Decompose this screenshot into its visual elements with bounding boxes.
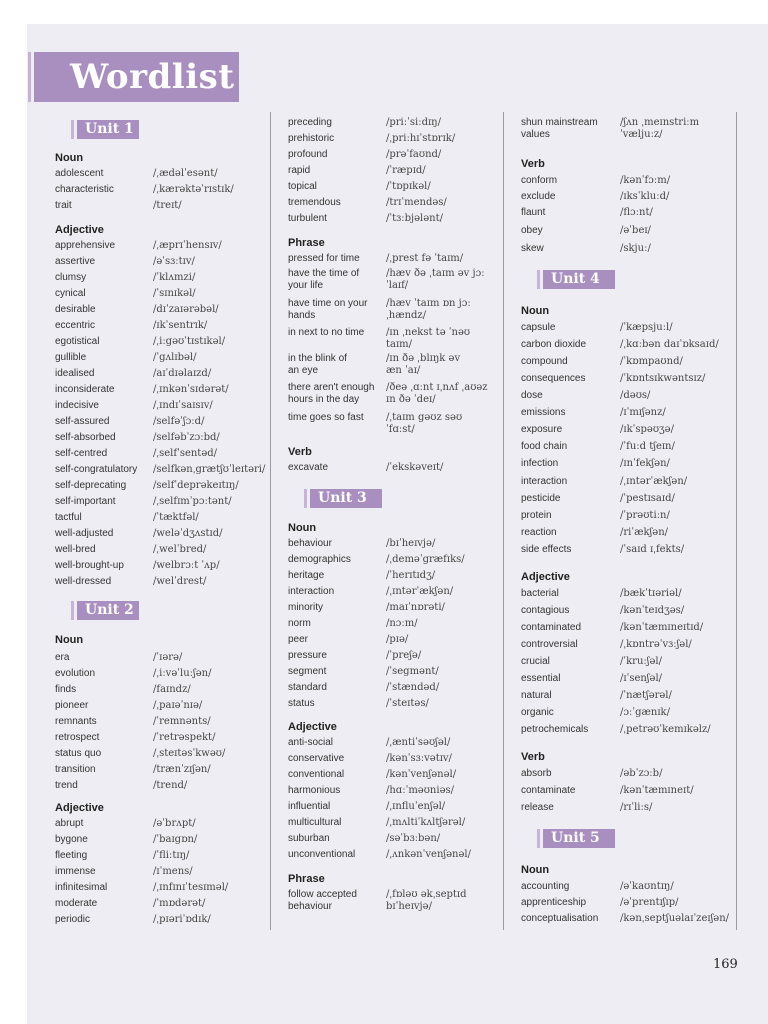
word-entry: accounting [521,881,570,892]
word-entry: release [521,802,554,813]
pronunciation: /ˌɪndɪˈsaɪsɪv/ [153,400,213,411]
word-entry: bacterial [521,588,559,599]
pronunciation: /ˈpreʃə/ [386,650,422,661]
pronunciation: /faɪndz/ [153,684,191,695]
pronunciation: /trend/ [153,780,188,791]
pronunciation: /ˈprəʊtiːn/ [620,510,670,521]
pronunciation: /kənˈvenʃənəl/ [386,769,457,780]
pronunciation: /ˌdeməˈgræfɪks/ [386,554,465,565]
pronunciation: /ˈretrəspekt/ [153,732,216,743]
word-entry: conceptualisation [521,913,599,924]
pronunciation: /selfˈdeprəkeɪtɪŋ/ [153,480,239,491]
word-entry: time goes so fast [288,412,364,423]
word-entry: eccentric [55,320,96,331]
pronunciation: /ʃʌn ˌmeɪnstriːm [620,117,700,128]
word-entry: self-deprecating [55,480,127,491]
pronunciation: /ˌfɒləʊ əkˌseptɪd [386,889,467,900]
word-entry-continued: hands [288,310,316,321]
part-of-speech-heading: Noun [521,305,550,317]
word-entry: remnants [55,716,97,727]
unit-heading-stripe [71,120,74,139]
pronunciation-continued: æn ˈaɪ/ [386,365,421,376]
word-entry: turbulent [288,213,327,224]
pronunciation: /ˌkɑːbən daɪˈɒksaɪd/ [620,339,719,350]
pronunciation: /səˈbɜːbən/ [386,833,441,844]
word-entry-continued: an eye [288,365,319,376]
pronunciation: /ˌæprɪˈhensɪv/ [153,240,222,251]
word-entry: cynical [55,288,86,299]
word-entry: skew [521,243,544,254]
word-entry: abrupt [55,818,84,829]
pronunciation: /ˌpriːhɪˈstɒrɪk/ [386,133,456,144]
pronunciation: /ˌkærəktəˈrɪstɪk/ [153,184,234,195]
word-entry: contagious [521,605,570,616]
pronunciation: /ˈtæktfəl/ [153,512,199,523]
title-accent-stripe [28,52,31,102]
word-entry: multicultural [288,817,342,828]
word-entry: natural [521,690,552,701]
word-entry: finds [55,684,77,695]
pronunciation: /əˈprentɪʃɪp/ [620,897,679,908]
part-of-speech-heading: Noun [55,152,84,164]
word-entry: clumsy [55,272,87,283]
word-entry: infinitesimal [55,882,108,893]
pronunciation: /ˌpɪəriˈɒdɪk/ [153,914,211,925]
word-entry: unconventional [288,849,356,860]
word-entry: standard [288,682,327,693]
word-entry: well-brought-up [55,560,124,571]
pronunciation: /əˈbrʌpt/ [153,818,196,829]
pronunciation: /ˌsteɪtəsˈkwəʊ/ [153,748,226,759]
word-entry: pressure [288,650,327,661]
word-entry: self-important [55,496,116,507]
pronunciation-continued: ˈfɑːst/ [386,424,415,435]
word-entry: suburban [288,833,330,844]
word-entry: interaction [288,586,335,597]
pronunciation: /bækˈtɪəriəl/ [620,588,682,599]
pronunciation: /əbˈzɔːb/ [620,768,663,779]
unit-heading-label: Unit 1 [85,121,134,137]
pronunciation: /ˈtɒpɪkəl/ [386,181,431,192]
pronunciation: /selfkənˌgrætʃʊˈleɪtəri/ [153,464,266,475]
pronunciation-continued: ˌhændz/ [386,310,427,321]
part-of-speech-heading: Adjective [521,571,570,583]
pronunciation: /ˈɪərə/ [153,652,183,663]
word-entry: minority [288,602,324,613]
word-entry: peer [288,634,309,645]
part-of-speech-heading: Noun [288,522,317,534]
word-entry: era [55,652,70,663]
unit-heading [310,489,382,508]
pronunciation: /hæv ˈtaɪm ɒn jɔː [386,298,471,309]
pronunciation: /ɪˈmɪʃənz/ [620,407,666,418]
word-entry: profound [288,149,328,160]
unit-heading [77,120,139,139]
pronunciation: /ˌɪntərˈækʃən/ [386,586,454,597]
pronunciation: /kənˈtæmɪneɪt/ [620,785,694,796]
word-entry: essential [521,673,561,684]
word-entry: transition [55,764,96,775]
word-entry: infection [521,458,559,469]
pronunciation: /ɪkˈsentrɪk/ [153,320,208,331]
word-entry: apprehensive [55,240,116,251]
pronunciation: /ˈstændəd/ [386,682,440,693]
pronunciation: /kənˈsɜːvətɪv/ [386,753,452,764]
word-entry: crucial [521,656,550,667]
word-entry: self-congratulatory [55,464,138,475]
pronunciation: /nɔːm/ [386,618,418,629]
word-entry: indecisive [55,400,99,411]
unit-heading-stripe [537,829,540,848]
word-entry: anti-social [288,737,334,748]
unit-heading-label: Unit 4 [551,271,600,287]
pronunciation: /ˈmɒdərət/ [153,898,206,909]
word-entry: compound [521,356,568,367]
word-entry: controversial [521,639,578,650]
pronunciation-continued: ɪn ðə ˈdeɪ/ [386,394,436,405]
pronunciation: /dɪˈzaɪərəbəl/ [153,304,219,315]
word-entry: in next to no time [288,327,365,338]
word-entry: carbon dioxide [521,339,587,350]
pronunciation: /ˈkæpsjuːl/ [620,322,673,333]
pronunciation: /ˌmʌltiˈkʌltʃərəl/ [386,817,466,828]
pronunciation: /bɪˈheɪvjə/ [386,538,436,549]
pronunciation: /ɪksˈkluːd/ [620,191,670,202]
word-entry: adolescent [55,168,104,179]
word-entry: well-adjusted [55,528,114,539]
pronunciation: /ɪkˈspəʊʒə/ [620,424,674,435]
pronunciation: /ˌselfɪmˈpɔːtənt/ [153,496,232,507]
pronunciation: /ˌʌnkənˈvenʃənəl/ [386,849,471,860]
word-entry: trait [55,200,72,211]
part-of-speech-heading: Adjective [55,224,104,236]
pronunciation: /maɪˈnɒrəti/ [386,602,445,613]
word-entry: norm [288,618,311,629]
pronunciation: /ˌædəlˈesənt/ [153,168,218,179]
word-entry: immense [55,866,96,877]
word-entry-continued: values [521,129,550,140]
unit-heading-stripe [304,489,307,508]
pronunciation-continued: taɪm/ [386,339,413,350]
pronunciation: /ˈremnənts/ [153,716,211,727]
word-entry: egotistical [55,336,100,347]
pronunciation: /ˈfliːtɪŋ/ [153,850,190,861]
word-entry: fleeting [55,850,88,861]
word-entry: capsule [521,322,556,333]
pronunciation: /skjuː/ [620,243,651,254]
pronunciation: /ˈtɜːbjələnt/ [386,213,443,224]
word-entry: preceding [288,117,332,128]
pronunciation: /ɔːˈgænɪk/ [620,707,670,718]
pronunciation: /ˈkɒmpaʊnd/ [620,356,683,367]
pronunciation: /ˈsegmənt/ [386,666,439,677]
word-entry: self-absorbed [55,432,116,443]
word-entry: behaviour [288,538,332,549]
pronunciation: /ˌpetrəʊˈkemɪkəlz/ [620,724,711,735]
word-entry: organic [521,707,554,718]
word-entry: side effects [521,544,572,555]
pronunciation: /ˌprest fə ˈtaɪm/ [386,253,464,264]
part-of-speech-heading: Adjective [288,721,337,733]
word-entry: exclude [521,191,556,202]
unit-heading-label: Unit 5 [551,830,600,846]
word-entry: dose [521,390,543,401]
column-divider [503,112,504,930]
pronunciation: /ˈsɪnɪkəl/ [153,288,196,299]
column-divider [270,112,271,930]
unit-heading [543,270,615,289]
word-entry: moderate [55,898,98,909]
word-entry: characteristic [55,184,114,195]
pronunciation: /ˈpestɪsaɪd/ [620,493,675,504]
word-entry: obey [521,225,543,236]
word-entry: well-bred [55,544,96,555]
word-entry: topical [288,181,317,192]
pronunciation: /ˌɪnfɪnɪˈtesɪməl/ [153,882,229,893]
pronunciation: /kənˈfɔːm/ [620,175,671,186]
word-entry: protein [521,510,552,521]
word-entry: self-centred [55,448,108,459]
word-entry: periodic [55,914,91,925]
page-number: 169 [713,957,738,972]
pronunciation: /ˌiːvəˈluːʃən/ [153,668,212,679]
word-entry: have the time of [288,268,360,279]
word-entry: status [288,698,315,709]
pronunciation: /welˈdrest/ [153,576,207,587]
pronunciation: /trænˈzɪʃən/ [153,764,211,775]
pronunciation: /ˈræpɪd/ [386,165,426,176]
word-entry: petrochemicals [521,724,589,735]
word-entry: apprenticeship [521,897,587,908]
word-entry: conventional [288,769,345,780]
part-of-speech-heading: Verb [288,446,312,458]
pronunciation: /ˌwelˈbred/ [153,544,207,555]
pronunciation: /ˌɪnkənˈsɪdərət/ [153,384,229,395]
word-entry: consequences [521,373,586,384]
pronunciation: /ɪn ðə ˌblɪŋk əv [386,353,461,364]
pronunciation: /ɪˈmens/ [153,866,193,877]
pronunciation: /kənˈtæmɪneɪtɪd/ [620,622,704,633]
word-entry: flaunt [521,207,546,218]
word-entry: well-dressed [55,576,112,587]
pronunciation: /ˈfuːd tʃeɪn/ [620,441,675,452]
part-of-speech-heading: Verb [521,158,545,170]
part-of-speech-heading: Adjective [55,802,104,814]
word-entry: conform [521,175,558,186]
word-entry: absorb [521,768,552,779]
word-entry: contaminate [521,785,576,796]
pronunciation: /ˌiːgəʊˈtɪstɪkəl/ [153,336,226,347]
word-entry: pioneer [55,700,89,711]
word-entry: food chain [521,441,568,452]
unit-heading [77,601,139,620]
pronunciation: /ɪˈsenʃəl/ [620,673,663,684]
pronunciation: /ˌpaɪəˈnɪə/ [153,700,203,711]
word-entry: pressed for time [288,253,360,264]
part-of-speech-heading: Phrase [288,873,325,885]
word-entry: retrospect [55,732,100,743]
pronunciation: /əˈsɜːtɪv/ [153,256,195,267]
pronunciation: /əˈkaʊntɪŋ/ [620,881,674,892]
part-of-speech-heading: Phrase [288,237,325,249]
word-entry: rapid [288,165,311,176]
word-entry: tremendous [288,197,341,208]
word-entry: emissions [521,407,566,418]
pronunciation: /riˈækʃən/ [620,527,668,538]
pronunciation: /welbrɔːt ˈʌp/ [153,560,220,571]
pronunciation: /ˈkruːʃəl/ [620,656,662,667]
part-of-speech-heading: Noun [55,634,84,646]
pronunciation: /trɪˈmendəs/ [386,197,447,208]
pronunciation: /əˈbeɪ/ [620,225,651,236]
pronunciation-continued: bɪˈheɪvjə/ [386,901,432,912]
word-entry: contaminated [521,622,582,633]
pronunciation: /treɪt/ [153,200,182,211]
word-entry: heritage [288,570,325,581]
pronunciation: /ˈsaɪd ɪˌfekts/ [620,544,685,555]
pronunciation: /ðeə ˌɑːnt ɪˌnʌf ˌaʊəz [386,382,488,393]
pronunciation: /flɔːnt/ [620,207,653,218]
pronunciation: /ˈsteɪtəs/ [386,698,429,709]
pronunciation: /ˌɪnfluˈenʃəl/ [386,801,446,812]
pronunciation: /ɪnˈfekʃən/ [620,458,670,469]
word-entry: interaction [521,476,568,487]
word-entry: follow accepted [288,889,357,900]
pronunciation: /ˈbaɪgɒn/ [153,834,198,845]
word-entry: idealised [55,368,95,379]
unit-heading-label: Unit 3 [318,490,367,506]
pronunciation: /priːˈsiːdɪŋ/ [386,117,441,128]
pronunciation: /ɪn ˌnekst tə ˈnəʊ [386,327,471,338]
word-entry: assertive [55,256,96,267]
word-entry-continued: your life [288,280,324,291]
word-entry: in the blink of [288,353,347,364]
word-entry: self-assured [55,416,110,427]
word-entry: tactful [55,512,82,523]
word-entry: harmonious [288,785,341,796]
pronunciation: /ˌtaɪm gəʊz səʊ [386,412,463,423]
pronunciation: /ˈkɒntsɪkwəntsɪz/ [620,373,706,384]
unit-heading-stripe [537,270,540,289]
word-entry: there aren't enough [288,382,375,393]
word-entry: pesticide [521,493,561,504]
pronunciation-continued: ˈlaɪf/ [386,280,409,291]
pronunciation: /ˌæntiˈsəʊʃəl/ [386,737,451,748]
word-entry: excavate [288,462,329,473]
pronunciation: /kənˈteɪdʒəs/ [620,605,685,616]
part-of-speech-heading: Noun [521,864,550,876]
pronunciation: /kənˌseptʃuəlaɪˈzeɪʃən/ [620,913,730,924]
word-entry: segment [288,666,327,677]
pronunciation: /selfəˈʃɔːd/ [153,416,205,427]
page-title: Wordlist [70,57,235,97]
word-entry: gullible [55,352,87,363]
pronunciation: /hɑːˈməʊniəs/ [386,785,454,796]
word-entry: desirable [55,304,96,315]
pronunciation: /prəˈfaʊnd/ [386,149,442,160]
word-entry: prehistoric [288,133,335,144]
pronunciation: /dəʊs/ [620,390,651,401]
word-entry: evolution [55,668,96,679]
pronunciation: /weləˈdʒʌstɪd/ [153,528,223,539]
pronunciation: /rɪˈliːs/ [620,802,653,813]
pronunciation: /selfəbˈzɔːbd/ [153,432,220,443]
pronunciation: /ˌɪntərˈækʃən/ [620,476,688,487]
column-divider [736,112,737,930]
word-entry: exposure [521,424,563,435]
pronunciation: /ˈklʌmzi/ [153,272,196,283]
word-entry-continued: behaviour [288,901,332,912]
word-entry: status quo [55,748,102,759]
pronunciation: /ˈgʌlɪbəl/ [153,352,197,363]
pronunciation-continued: ˈvæljuːz/ [620,129,663,140]
word-entry: inconsiderate [55,384,115,395]
pronunciation: /ˌkɒntrəˈvɜːʃəl/ [620,639,692,650]
word-entry: demographics [288,554,351,565]
word-entry: bygone [55,834,88,845]
word-entry: influential [288,801,331,812]
pronunciation: /ˌselfˈsentəd/ [153,448,218,459]
part-of-speech-heading: Verb [521,751,545,763]
pronunciation: /ˈekskəveɪt/ [386,462,444,473]
word-entry: reaction [521,527,557,538]
unit-heading [543,829,615,848]
pronunciation: /pɪə/ [386,634,409,645]
word-entry-continued: hours in the day [288,394,360,405]
pronunciation: /hæv ðə ˌtaɪm əv jɔː [386,268,485,279]
word-entry: conservative [288,753,345,764]
unit-heading-stripe [71,601,74,620]
unit-heading-label: Unit 2 [85,602,134,618]
word-entry: shun mainstream [521,117,598,128]
pronunciation: /aɪˈdɪəlaɪzd/ [153,368,212,379]
pronunciation: /ˈnætʃərəl/ [620,690,672,701]
pronunciation: /ˈherɪtɪdʒ/ [386,570,436,581]
word-entry: have time on your [288,298,368,309]
word-entry: trend [55,780,78,791]
